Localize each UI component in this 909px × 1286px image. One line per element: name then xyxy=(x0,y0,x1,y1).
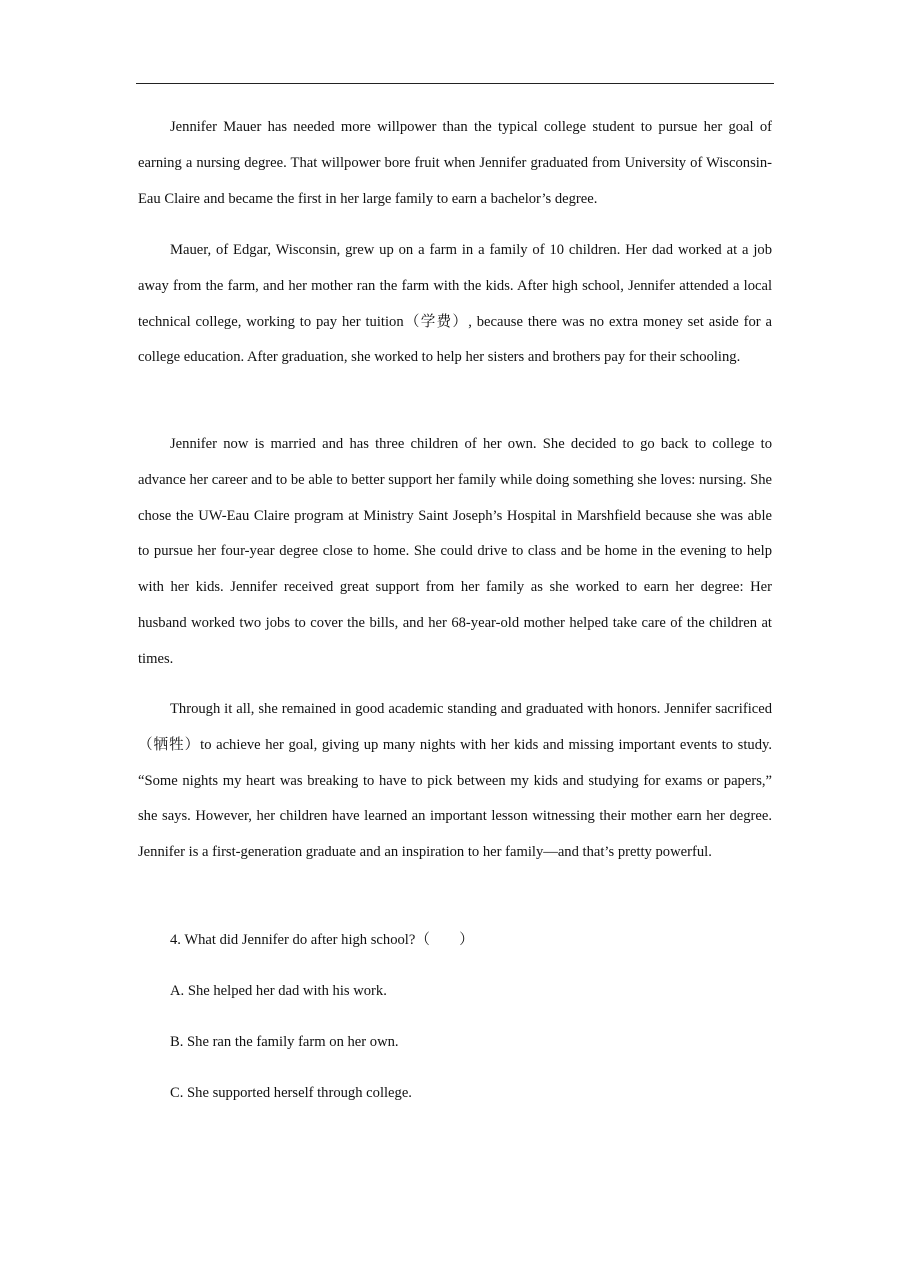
option-a: A. She helped her dad with his work. xyxy=(170,983,387,999)
option-b: B. She ran the family farm on her own. xyxy=(170,1034,399,1050)
header-rule xyxy=(136,83,774,84)
paragraph-1: Jennifer Mauer has needed more willpower than the typical college student to pursue her goal of earning a nursing degree. That willpower bore fruit when Jennifer graduated from University of Wisconsin-Eau Claire and became the first in her large family to earn a bachelor’s degree. xyxy=(138,119,772,207)
paragraph-4: Through it all, she remained in good academic standing and graduated with honors. Jennifer sacrificed（牺牲）to achieve her goal, giving up many nights with her kids and missing important events to study. “Some nights my heart was breaking to have to pick between my kids and studying for exams or papers,” she says. However, her children have learned an important lesson witnessing their mother earn her degree. Jennifer is a first-generation graduate and an inspiration to her family—and that’s pretty powerful. xyxy=(138,701,772,861)
paragraph-3: Jennifer now is married and has three children of her own. She decided to go back to college to advance her career and to be able to better support her family while doing something she loves: nursing. She chose the UW-Eau Claire program at Ministry Saint Joseph’s Hospital in Marshfield because she was able to pursue her four-year degree close to home. She could drive to class and be home in the evening to help with her kids. Jennifer received great support from her family as she worked to earn her degree: Her husband worked two jobs to cover the bills, and her 68-year-old mother helped take care of the children at times. xyxy=(138,436,772,667)
paragraph-2: Mauer, of Edgar, Wisconsin, grew up on a farm in a family of 10 children. Her dad worked at a job away from the farm, and her mother ran the farm with the kids. After high school, Jennifer attended a local technical college, working to pay her tuition（学费）, because there was no extra money set aside for a college education. After graduation, she worked to help her sisters and brothers pay for their schooling. xyxy=(138,242,772,366)
option-c: C. She supported herself through college. xyxy=(170,1085,412,1101)
question-stem: 4. What did Jennifer do after high school?（ ） xyxy=(170,932,474,948)
